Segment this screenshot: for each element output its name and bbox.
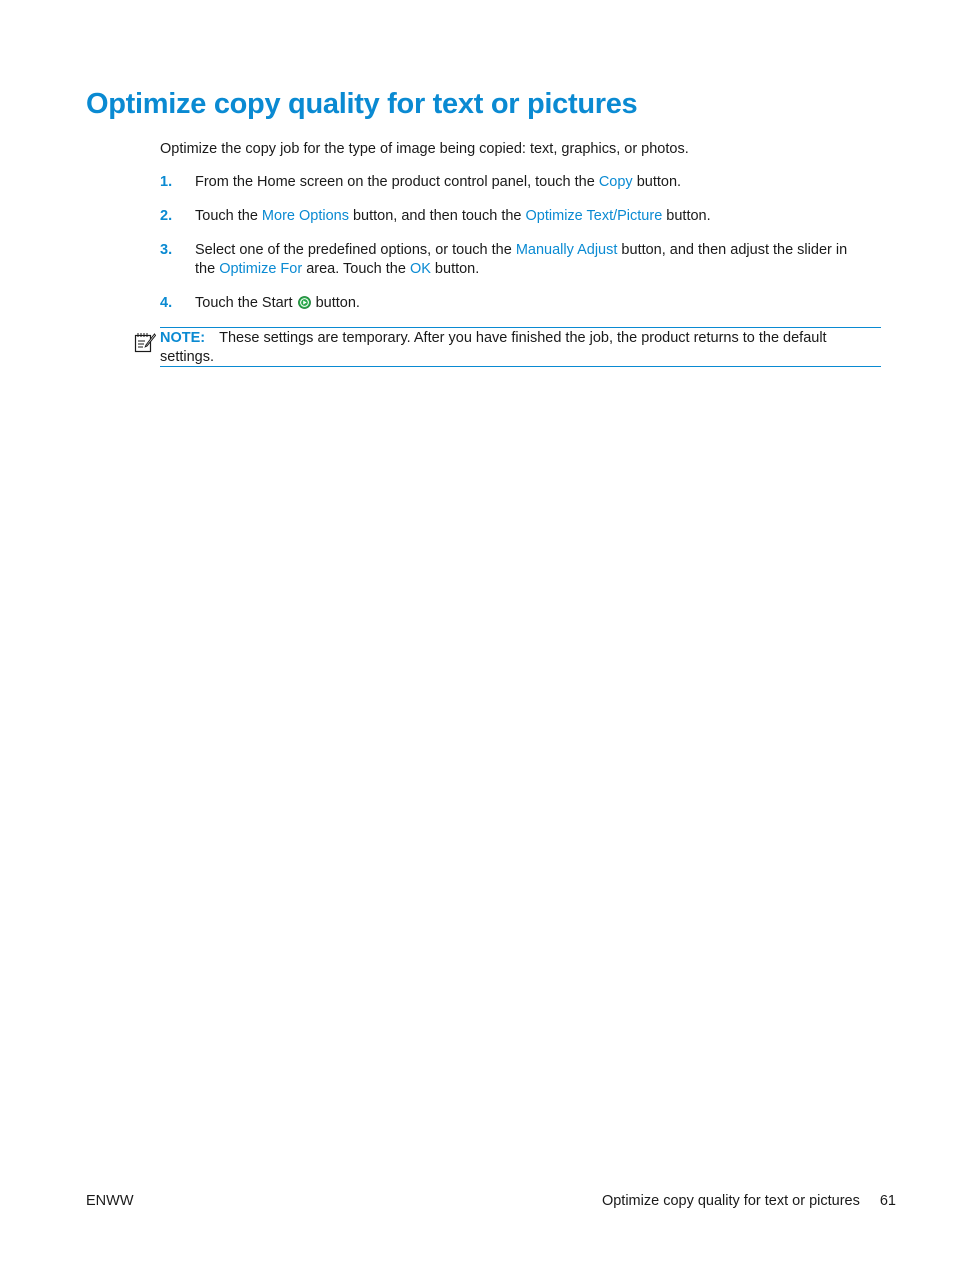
step-text-part: button. [430, 261, 480, 277]
note-pencil-icon [134, 331, 156, 353]
step-number: 3. [160, 242, 173, 258]
page-number: 61 [879, 1193, 896, 1209]
intro-paragraph: Optimize the copy job for the type of image being copied: text, graphics, or photos. [160, 141, 689, 157]
optimize-for-term: Optimize For [219, 261, 303, 277]
step-text [195, 173, 880, 192]
start-button-icon [298, 296, 311, 309]
manually-adjust-term: Manually Adjust [515, 242, 618, 258]
step-text-part: From the Home screen on the product control panel, touch the [195, 174, 599, 190]
step-text-part: Touch the Start [195, 295, 297, 311]
step-text [195, 294, 880, 313]
footer-left: ENWW [86, 1193, 134, 1209]
step-text [195, 207, 880, 226]
note-label: NOTE: [160, 330, 206, 346]
step-text [195, 241, 880, 279]
step-text-part: button. [311, 295, 360, 311]
step-text-part: the [195, 261, 220, 277]
step-text-part: Select one of the predefined options, or touch the [195, 242, 516, 258]
step-text-part: Touch the [195, 208, 262, 224]
step-text-part: button. [632, 174, 682, 190]
more-options-term: More Options [261, 208, 349, 224]
optimize-text-picture-term: Optimize Text/Picture [525, 208, 663, 224]
step-2 [160, 207, 880, 226]
step-text-part: button. [662, 208, 711, 224]
step-number: 2. [160, 208, 173, 224]
step-text-part: button, and then adjust the slider in [617, 242, 848, 258]
step-4 [160, 294, 880, 313]
page-title: Optimize copy quality for text or pictures [86, 88, 638, 120]
step-number: 1. [160, 174, 173, 190]
step-3 [160, 241, 880, 279]
step-text-part: area. Touch the [302, 261, 410, 277]
footer-section-title: Optimize copy quality for text or pictures [601, 1193, 860, 1209]
ok-button-term: OK [409, 261, 431, 277]
step-text-part: button, and then touch the [348, 208, 526, 224]
step-number: 4. [160, 295, 173, 311]
note-text: These settings are temporary. After you have finished the job, the product returns to the default settings. [160, 330, 827, 365]
note-box [160, 327, 881, 367]
step-1 [160, 173, 880, 192]
footer-right [602, 1193, 896, 1209]
copy-button-term: Copy [598, 174, 633, 190]
